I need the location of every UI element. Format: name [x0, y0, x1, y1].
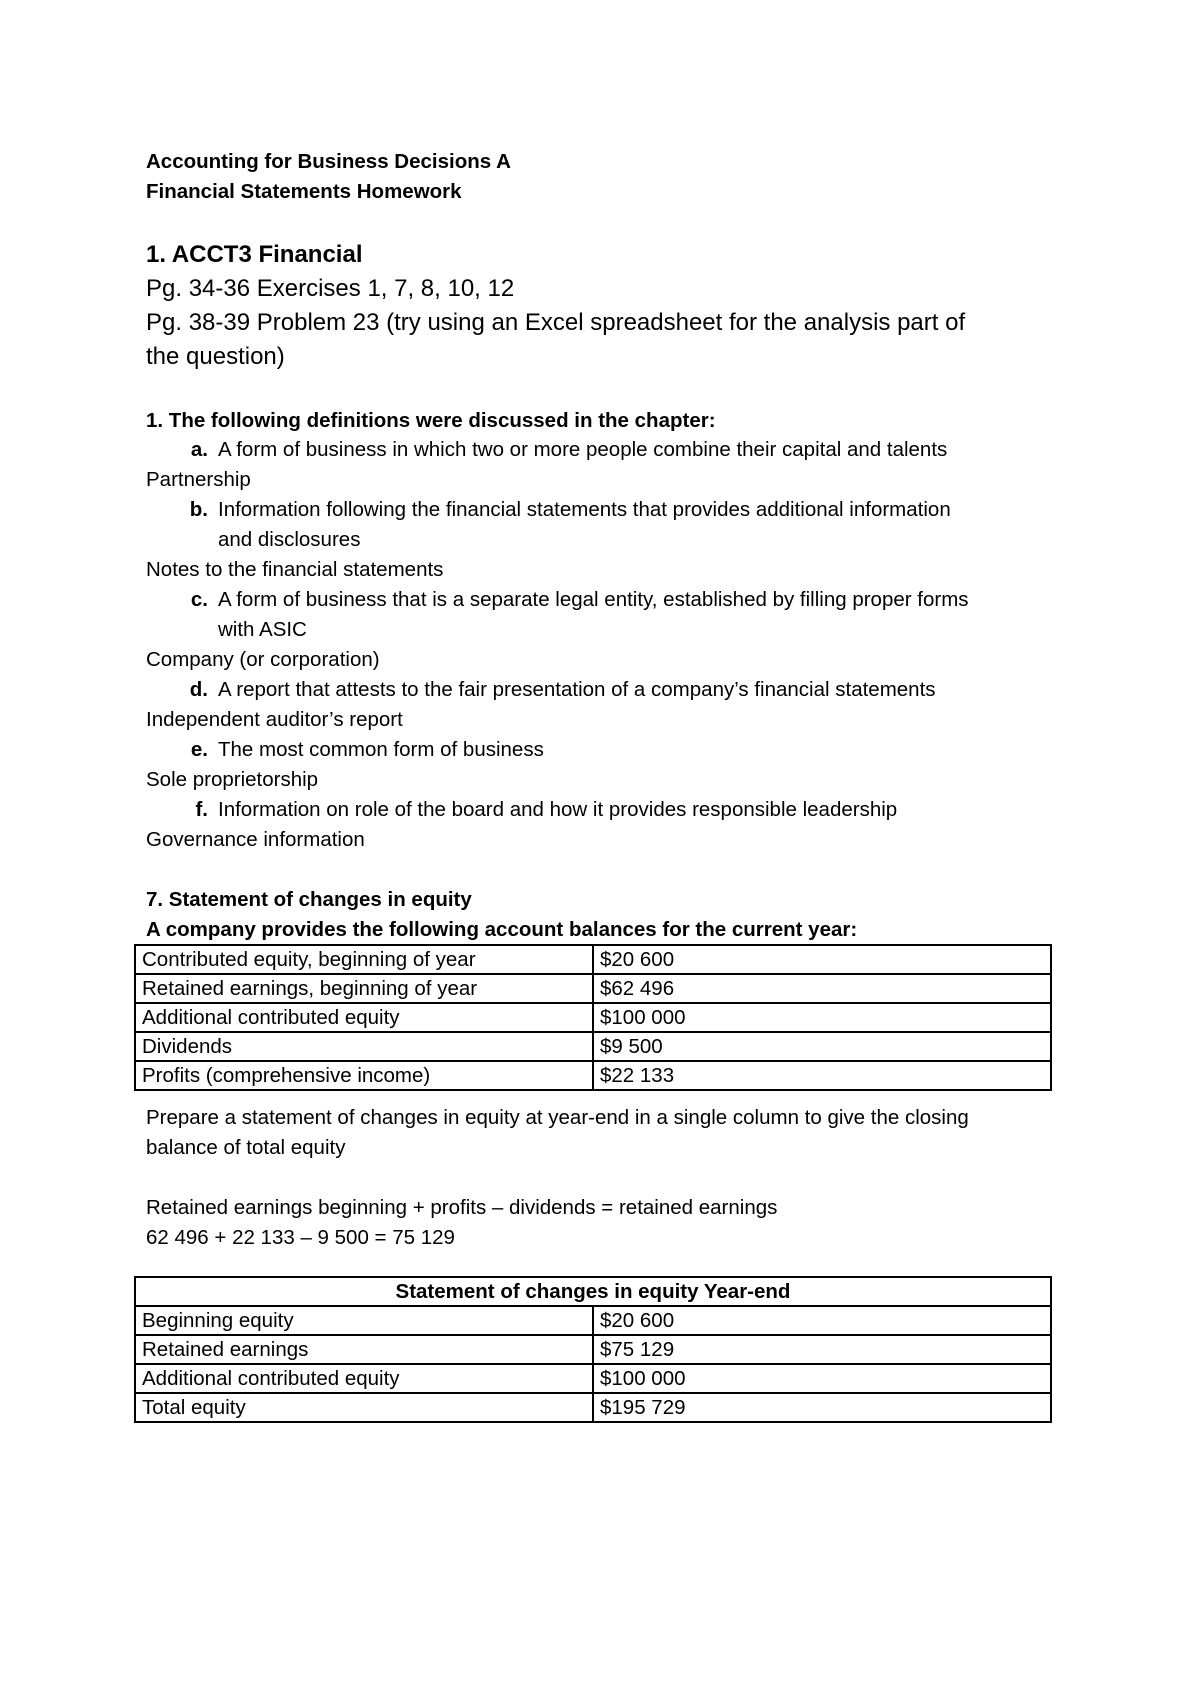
table-cell-label: Profits (comprehensive income) [135, 1061, 593, 1090]
table-row [135, 945, 1051, 974]
table-cell-value: $20 600 [593, 1306, 1051, 1335]
item-text: Information following the financial statements that provides additional information [218, 498, 951, 521]
item-letter: e. [190, 738, 208, 761]
table-cell-value: $9 500 [593, 1032, 1051, 1061]
item-letter: f. [195, 798, 208, 821]
question-heading: 1. The following definitions were discussed in the chapter: [146, 409, 716, 432]
item-text: The most common form of business [218, 738, 544, 761]
item-text: and disclosures [218, 528, 361, 551]
question-heading: 7. Statement of changes in equity [146, 888, 472, 911]
formula-text: Retained earnings beginning + profits – dividends = retained earnings [146, 1196, 778, 1219]
item-letter: d. [189, 678, 208, 701]
table-row [135, 1393, 1051, 1422]
instruction-text: balance of total equity [146, 1136, 346, 1159]
account-balances-table [134, 944, 1052, 1091]
question-subheading: A company provides the following account balances for the current year: [146, 918, 858, 941]
item-text: with ASIC [218, 618, 307, 641]
table-cell-value: $22 133 [593, 1061, 1051, 1090]
table-header-row [135, 1277, 1051, 1306]
table-cell-value: $100 000 [593, 1364, 1051, 1393]
table-row [135, 1061, 1051, 1090]
section-line: the question) [146, 343, 285, 370]
table-cell-label: Retained earnings, beginning of year [135, 974, 593, 1003]
calculation-text: 62 496 + 22 133 – 9 500 = 75 129 [146, 1226, 455, 1249]
item-answer: Notes to the financial statements [146, 558, 444, 581]
table-cell-value: $20 600 [593, 945, 1051, 974]
item-answer: Sole proprietorship [146, 768, 319, 791]
item-letter: a. [190, 438, 208, 461]
table-row [135, 1306, 1051, 1335]
instruction-text: Prepare a statement of changes in equity at year-end in a single column to give the closing [146, 1106, 969, 1129]
item-letter: b. [189, 498, 208, 521]
table-row [135, 1335, 1051, 1364]
table-row [135, 974, 1051, 1003]
table-title: Statement of changes in equity Year-end [135, 1277, 1051, 1306]
item-text: A form of business in which two or more people combine their capital and talents [218, 438, 948, 461]
section-line: Pg. 34-36 Exercises 1, 7, 8, 10, 12 [146, 275, 515, 302]
table-cell-label: Dividends [135, 1032, 593, 1061]
table-row [135, 1364, 1051, 1393]
section-line: Pg. 38-39 Problem 23 (try using an Excel spreadsheet for the analysis part of [146, 309, 966, 336]
table-cell-value: $195 729 [593, 1393, 1051, 1422]
table-cell-label: Total equity [135, 1393, 593, 1422]
table-row [135, 1032, 1051, 1061]
table-cell-value: $75 129 [593, 1335, 1051, 1364]
table-cell-value: $62 496 [593, 974, 1051, 1003]
item-letter: c. [190, 588, 208, 611]
item-text: Information on role of the board and how it provides responsible leadership [218, 798, 898, 821]
course-title: Accounting for Business Decisions A [146, 150, 511, 173]
item-answer: Independent auditor’s report [146, 708, 403, 731]
table-cell-label: Retained earnings [135, 1335, 593, 1364]
table-cell-value: $100 000 [593, 1003, 1051, 1032]
item-answer: Governance information [146, 828, 365, 851]
section-heading: 1. ACCT3 Financial [146, 241, 363, 268]
item-text: A form of business that is a separate legal entity, established by filling proper forms [218, 588, 969, 611]
item-text: A report that attests to the fair presentation of a company’s financial statements [218, 678, 936, 701]
table-cell-label: Contributed equity, beginning of year [135, 945, 593, 974]
table-cell-label: Beginning equity [135, 1306, 593, 1335]
item-answer: Company (or corporation) [146, 648, 380, 671]
table-row [135, 1003, 1051, 1032]
assignment-title: Financial Statements Homework [146, 180, 462, 203]
table-cell-label: Additional contributed equity [135, 1003, 593, 1032]
item-answer: Partnership [146, 468, 251, 491]
equity-statement-table [134, 1276, 1052, 1423]
table-cell-label: Additional contributed equity [135, 1364, 593, 1393]
